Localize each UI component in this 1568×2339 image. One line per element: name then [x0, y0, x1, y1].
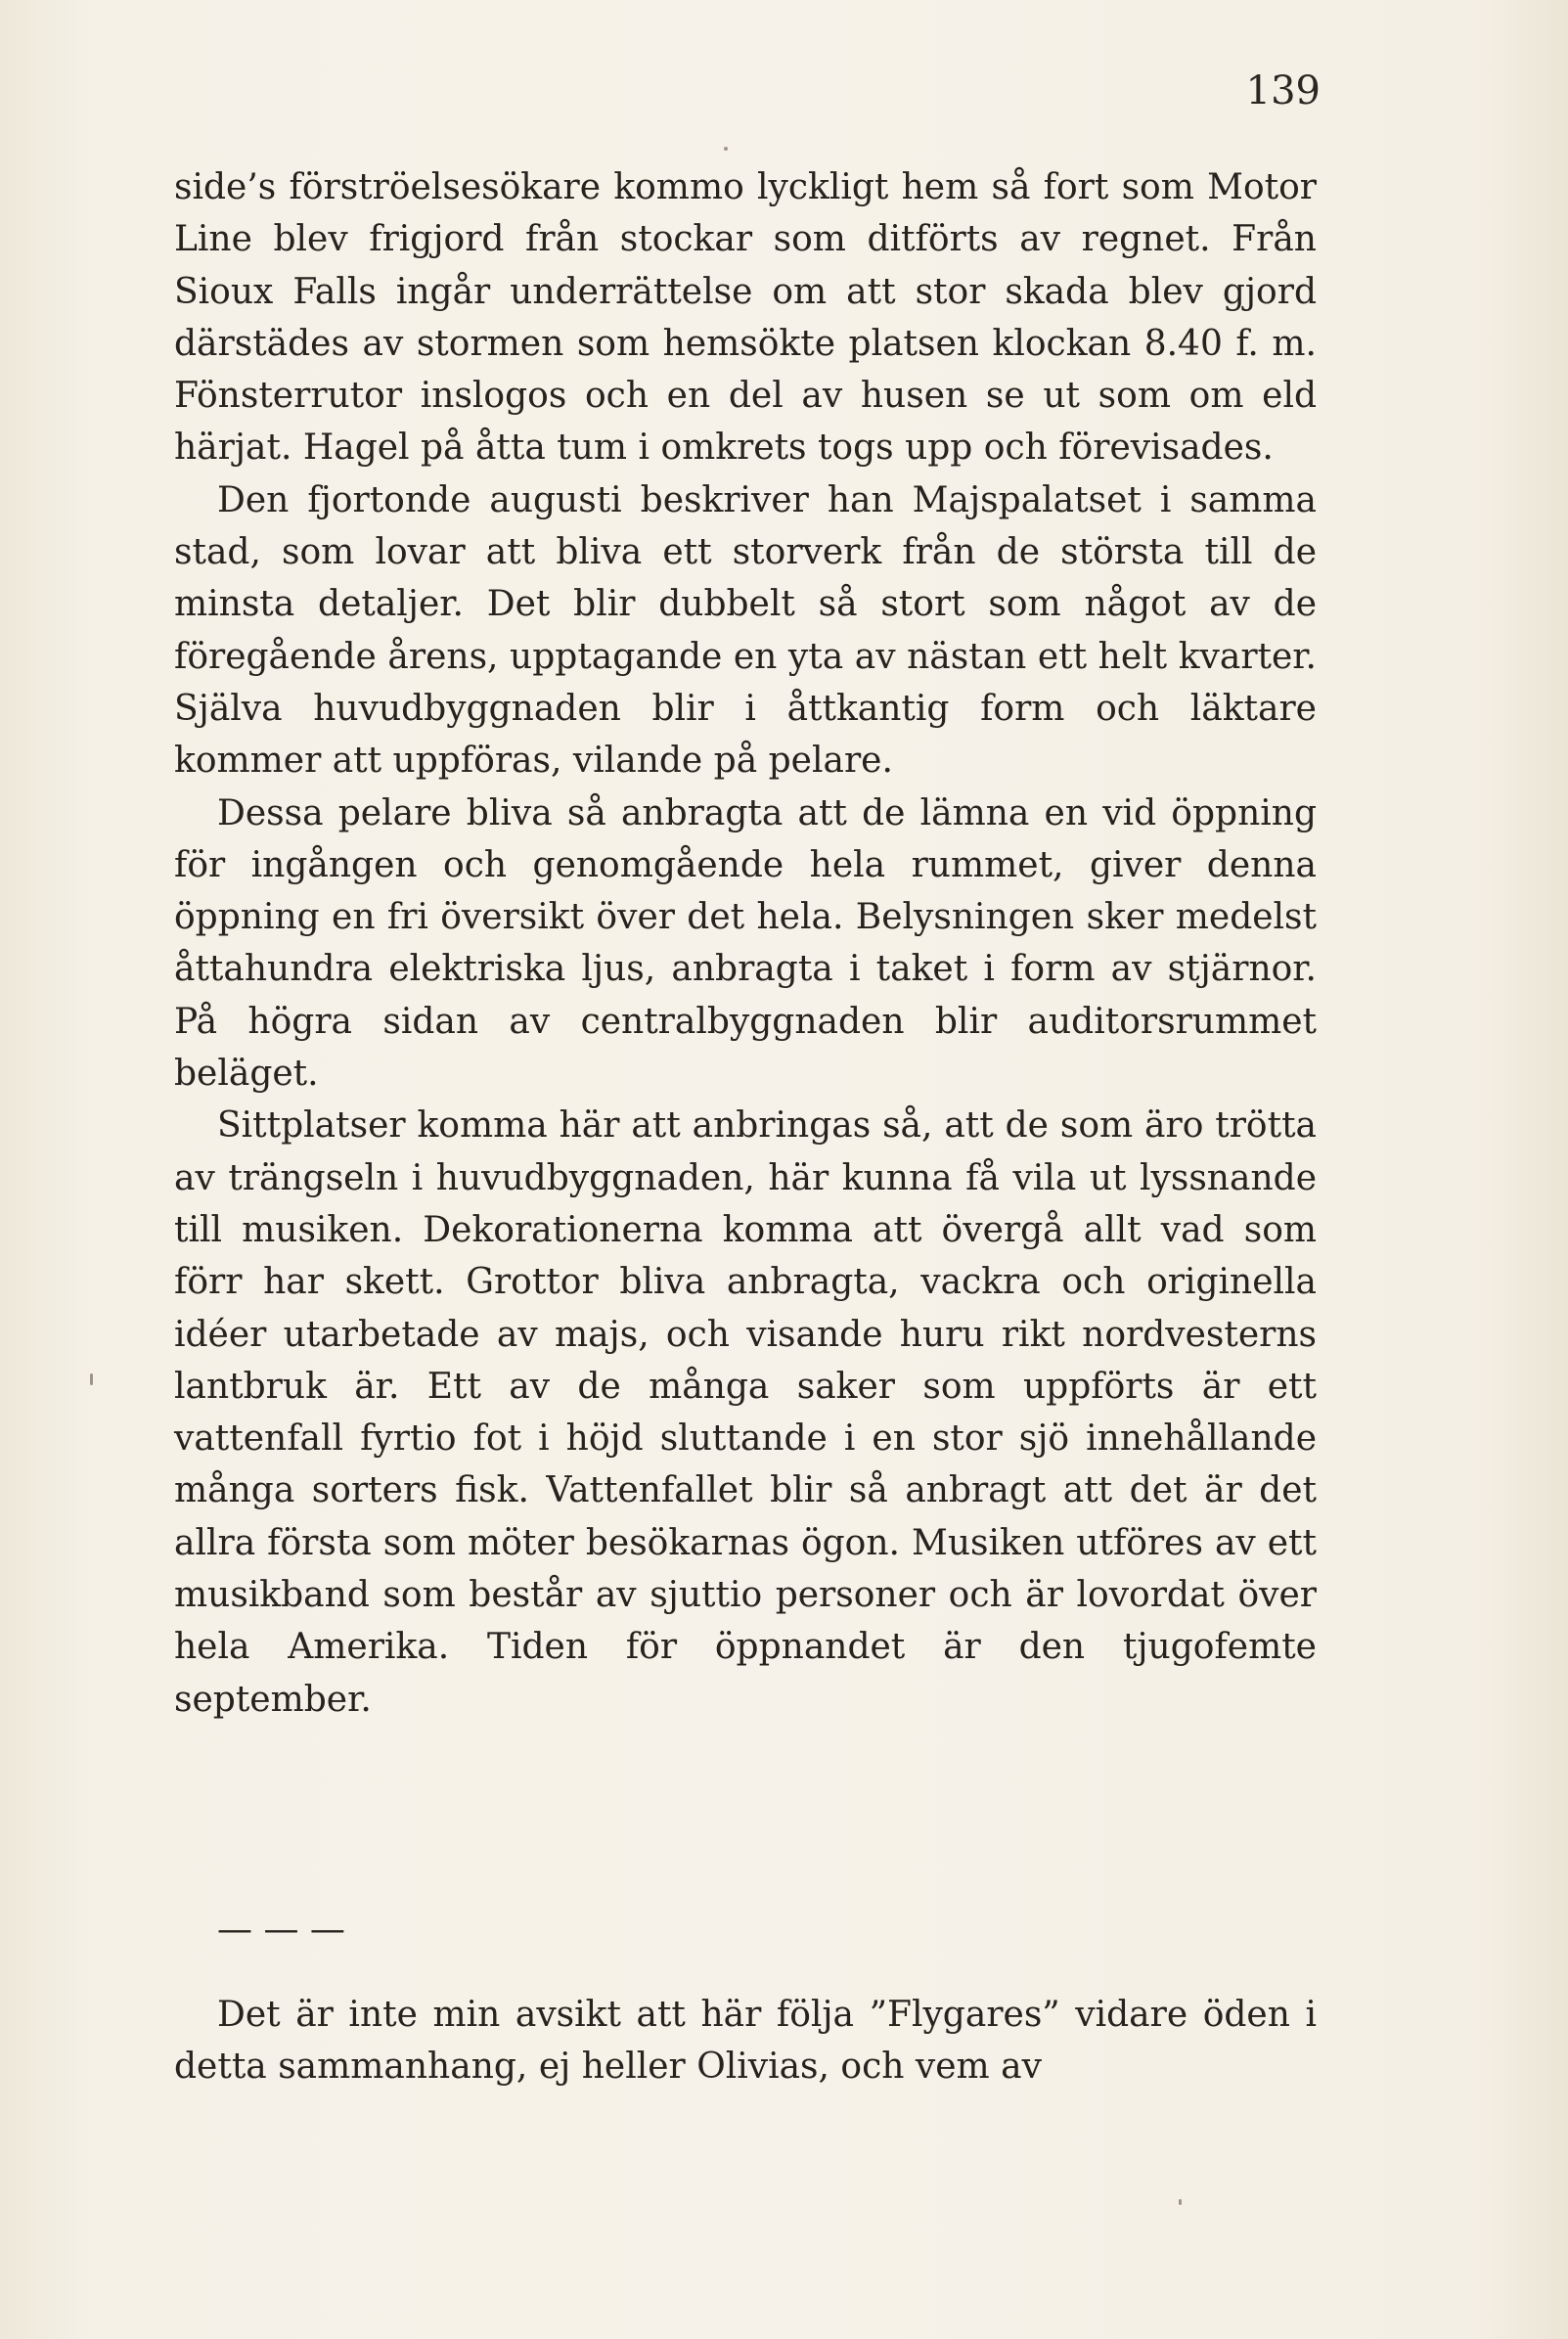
page-number: 139 — [1245, 68, 1321, 113]
margin-speck — [90, 1373, 93, 1385]
closing-text — [174, 1989, 1317, 2093]
section-separator: — — — — [217, 1910, 345, 1950]
paper-speck — [1179, 2199, 1182, 2205]
paragraph-1: side’s förströelsesökare kommo lyckligt hem så fort som Motor Line blev frigjord från stockar som ditförts av regnet. Från Sioux Falls ingår underrättelse om att stor skada blev gjord därstädes av stormen som hemsökte platsen klockan 8.40 f. m. Fönsterrutor inslogos och en del av husen se ut som om eld härjat. Hagel på åtta tum i omkrets togs upp och förevisades. — [174, 167, 1317, 469]
body-text — [174, 161, 1317, 1726]
paragraph-closing: Det är inte min avsikt att här följa ”Flygares” vidare öden i detta sammanhang, ej heller Olivias, och vem av — [174, 1995, 1317, 2088]
paragraph-3: Dessa pelare bliva så anbragta att de lämna en vid öppning för ingången och genomgående hela rummet, giver denna öppning en fri översikt över det hela. Belysningen sker medelst åttahundra elektriska ljus, anbragta i taket i form av stjärnor. På högra sidan av centralbyggnaden blir auditorsrummet beläget. — [174, 792, 1317, 1095]
paragraph-4: Sittplatser komma här att anbringas så, att de som äro trötta av trängseln i huvudbyggnaden, här kunna få vila ut lyssnande till musiken. Dekorationerna komma att övergå allt vad som förr har skett. Grottor bliva anbragta, vackra och originella idéer utarbetade av majs, och visande huru rikt nordvesterns lantbruk är. Ett av de många saker som uppförts är ett vattenfall fyrtio fot i höjd sluttande i en stor sjö innehållande många sorters fisk. Vattenfallet blir så anbragt att det är det allra första som möter besökarnas ögon. Musiken utföres av ett musikband som består av sjuttio personer och är lovordat över hela Amerika. Tiden för öppnandet är den tjugofemte september. — [174, 1105, 1317, 1720]
paper-speck — [724, 147, 728, 151]
paragraph-2: Den fjortonde augusti beskriver han Majspalatset i samma stad, som lovar att bliva ett storverk från de största till de minsta detaljer. Det blir dubbelt så stort som något av de föregående årens, upptagande en yta av nästan ett helt kvarter. Själva huvudbyggnaden blir i åttkantig form och läktare kommer att uppföras, vilande på pelare. — [174, 479, 1317, 782]
